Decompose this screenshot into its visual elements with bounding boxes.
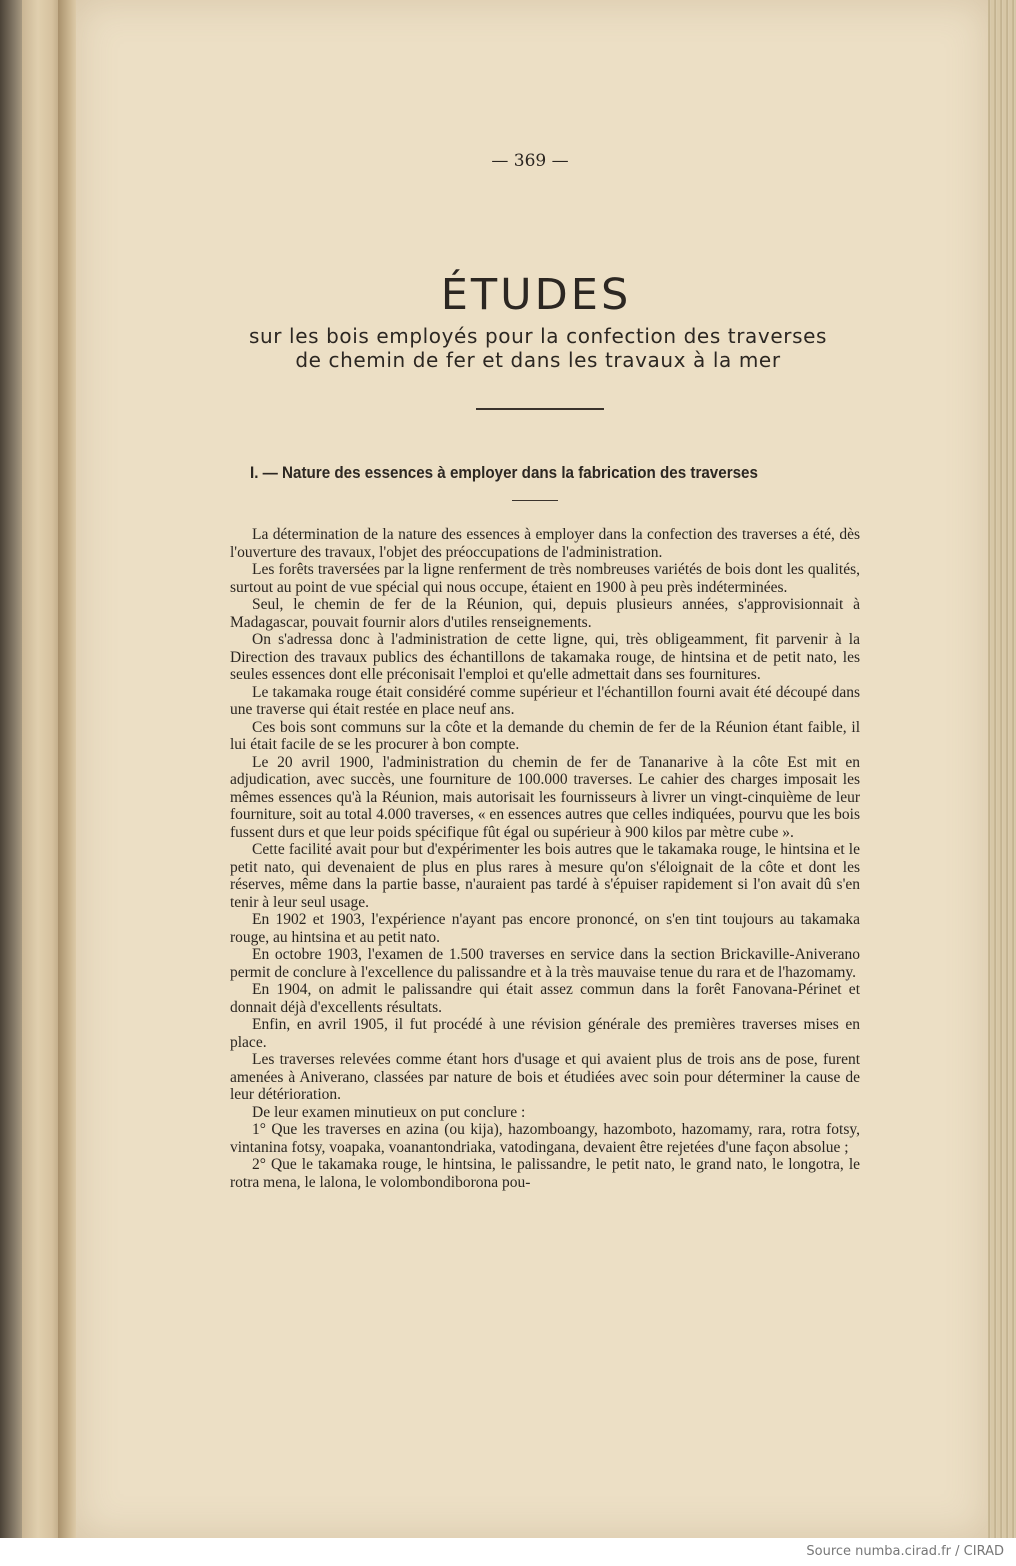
paragraph: Ces bois sont communs sur la côte et la demande du chemin de fer de la Réunion étant faible, il lui était facile de se les procurer à bon compte.	[230, 718, 860, 753]
paragraph: 1° Que les traverses en azina (ou kija), hazomboangy, hazomboto, hazomamy, rara, rotra fotsy, vintanina fotsy, voapaka, voanantondriaka, vatodingana, devaient être rejetées d'une façon absolue ;	[230, 1121, 860, 1156]
subtitle-line-2: de chemin de fer et dans les travaux à la mer	[295, 348, 781, 372]
paragraph: Les forêts traversées par la ligne renferment de très nombreuses variétés de bois dont les qualités, surtout au point de vue spécial qui nous occupe, étaient en 1900 à peu près indéterminées.	[230, 561, 860, 596]
paragraph: Les traverses relevées comme étant hors d'usage et qui avaient plus de trois ans de pose, furent amenées à Aniverano, classées par nature de bois et étudiées avec soin pour déterminer la cause de leur détérioration.	[230, 1051, 860, 1103]
paragraph: De leur examen minutieux on put conclure :	[252, 1103, 526, 1121]
source-footer	[0, 1538, 1016, 1566]
paragraph: En 1904, on admit le palissandre qui était assez commun dans la forêt Fanovana-Périnet et donnait déjà d'excellents résultats.	[230, 981, 860, 1016]
paragraph: En 1902 et 1903, l'expérience n'ayant pas encore prononcé, on s'en tint toujours au takamaka rouge, au hintsina et au petit nato.	[230, 911, 860, 946]
title-divider	[476, 408, 604, 410]
page-title: ÉTUDES	[440, 270, 632, 320]
paragraph: Enfin, en avril 1905, il fut procédé à une révision générale des premières traverses mises en place.	[230, 1016, 860, 1051]
paragraph: Cette facilité avait pour but d'expérimenter les bois autres que le takamaka rouge, le hintsina et le petit nato, qui devenaient de plus en plus rares à mesure qu'on s'éloignait de la côte et dont les réserves, même dans la partie basse, n'auraient pas tardé à s'épuiser rapidement si l'on avait dû s'en tenir à leur seul usage.	[230, 841, 860, 911]
page-subtitle	[170, 324, 906, 372]
section-heading: I. — Nature des essences à employer dans la fabrication des traverses	[250, 464, 758, 482]
paragraph: On s'adressa donc à l'administration de cette ligne, qui, très obligeamment, fit parvenir à la Direction des travaux publics des échantillons de takamaka rouge, de hintsina et de petit nato, les seules essences dont elle préconisait l'emploi et qu'elle admettait dans ses fournitures.	[230, 631, 860, 683]
paragraph: Le 20 avril 1900, l'administration du chemin de fer de Tananarive à la côte Est mit en adjudication, avec succès, une fourniture de 100.000 traverses. Le cahier des charges imposait les mêmes essences qu'à la Réunion, mais autorisait les fournisseurs à livrer un vingt-cinquième de leur fourniture, soit au total 4.000 traverses, « en essences autres que celles indiquées, pourvu que les bois fussent durs et que leur poids spécifique fût égal ou supérieur à 900 kilos par mètre cube ».	[230, 753, 860, 841]
paragraph: Le takamaka rouge était considéré comme supérieur et l'échantillon fourni avait été découpé dans une traverse qui était restée en place neuf ans.	[230, 683, 860, 718]
page-number: — 369 —	[491, 151, 569, 171]
subtitle-line-1: sur les bois employés pour la confection des traverses	[248, 324, 828, 348]
page-stack-edge	[985, 0, 1016, 1538]
paragraph: 2° Que le takamaka rouge, le hintsina, le palissandre, le petit nato, le grand nato, le longotra, le rotra mena, le lalona, le volombondiborona pou-	[230, 1156, 860, 1191]
body-text	[230, 526, 860, 1191]
facing-page-edge	[22, 0, 62, 1538]
source-credit: Source numba.cirad.fr / CIRAD	[806, 1544, 1004, 1559]
paragraph: La détermination de la nature des essences à employer dans la confection des traverses a été, dès l'ouverture des travaux, l'objet des préoccupations de l'administration.	[230, 526, 860, 561]
section-divider	[512, 500, 558, 501]
paragraph: Seul, le chemin de fer de la Réunion, qui, depuis plusieurs années, s'approvisionnait à Madagascar, pouvait fournir alors d'utiles renseignements.	[230, 596, 860, 631]
paragraph: En octobre 1903, l'examen de 1.500 traverses en service dans la section Brickaville-Aniverano permit de conclure à l'excellence du palissandre et à la très mauvaise tenue du rara et de l'hazomamy.	[230, 946, 860, 981]
